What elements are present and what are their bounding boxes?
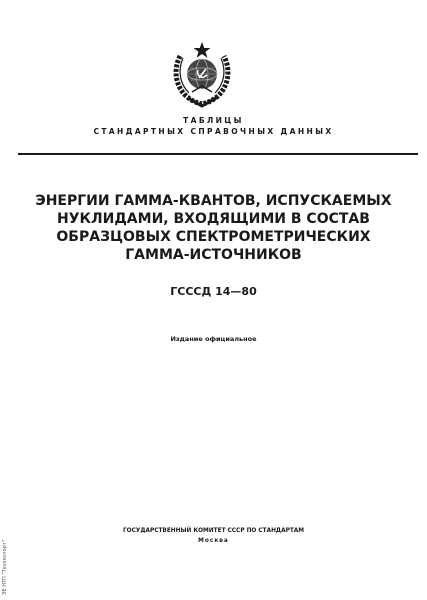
title-line: ГАММА-ИСТОЧНИКОВ bbox=[125, 247, 302, 263]
series-label: ТАБЛИЦЫ bbox=[183, 116, 244, 125]
publisher-city: Москва bbox=[198, 538, 229, 544]
document-code: ГСССД 14—80 bbox=[170, 285, 257, 298]
title-line: ЭНЕРГИИ ГАММА-КВАНТОВ, ИСПУСКАЕМЫХ bbox=[35, 193, 392, 209]
edition-label: Издание официальное bbox=[170, 335, 257, 343]
document-title bbox=[0, 192, 427, 264]
publisher-name: ГОСУДАРСТВЕННЫЙ КОМИТЕТ СССР ПО СТАНДАРТАМ bbox=[122, 528, 305, 534]
title-line: НУКЛИДАМИ, ВХОДЯЩИМИ В СОСТАВ bbox=[57, 211, 370, 227]
series-subtitle: СТАНДАРТНЫХ СПРАВОЧНЫХ ДАННЫХ bbox=[93, 127, 334, 136]
title-line: ОБРАЗЦОВЫХ СПЕКТРОМЕТРИЧЕСКИХ bbox=[56, 229, 371, 245]
ussr-emblem-icon bbox=[166, 38, 238, 110]
vertical-watermark: ЭЕ НТП "Техэкспорт" bbox=[2, 539, 8, 595]
divider-rule bbox=[18, 153, 418, 155]
